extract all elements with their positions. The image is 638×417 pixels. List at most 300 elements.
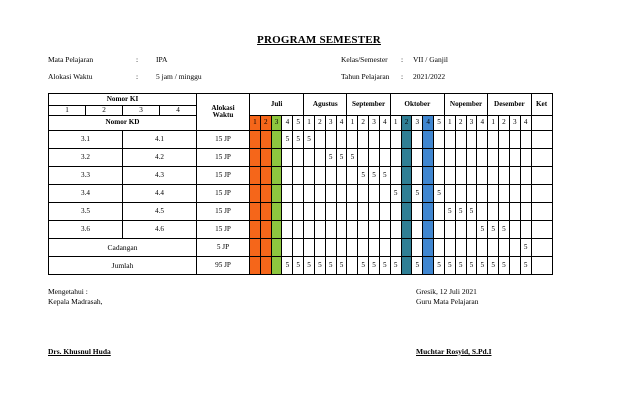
week-cell (336, 131, 347, 149)
week-cell (509, 203, 520, 221)
table-row (49, 239, 553, 257)
week-cell (347, 239, 358, 257)
week-cell: 5 (499, 257, 510, 275)
week-cell (509, 239, 520, 257)
kd-cell: 4.5 (123, 203, 197, 221)
week-number: 2 (260, 116, 271, 131)
jp-cell: 15 JP (197, 203, 250, 221)
week-number: 3 (509, 116, 520, 131)
week-cell (477, 131, 488, 149)
ki-cell: 3.5 (49, 203, 123, 221)
week-cell (250, 257, 261, 275)
table-row (49, 131, 553, 149)
ket-cell (531, 203, 552, 221)
week-cell (293, 203, 304, 221)
week-cell (250, 131, 261, 149)
week-cell (401, 257, 412, 275)
week-cell: 5 (336, 149, 347, 167)
week-cell: 5 (412, 257, 423, 275)
week-cell (466, 167, 477, 185)
week-cell (358, 185, 369, 203)
kelas-label: Kelas/Semester (341, 55, 388, 64)
week-number: 4 (336, 116, 347, 131)
week-cell: 5 (390, 257, 401, 275)
week-cell (379, 149, 390, 167)
ki-cell: 3.4 (49, 185, 123, 203)
kd-cell: 4.1 (123, 131, 197, 149)
week-cell (401, 185, 412, 203)
week-cell (488, 185, 499, 203)
week-cell (520, 203, 531, 221)
week-cell (347, 203, 358, 221)
week-cell (260, 167, 271, 185)
week-cell (444, 167, 455, 185)
week-cell: 5 (477, 221, 488, 239)
week-cell (509, 131, 520, 149)
week-cell (520, 221, 531, 239)
ket-cell (531, 239, 552, 257)
week-cell (488, 239, 499, 257)
week-cell: 5 (347, 149, 358, 167)
week-cell (358, 239, 369, 257)
week-cell (358, 221, 369, 239)
week-cell (412, 131, 423, 149)
week-cell (293, 239, 304, 257)
week-cell (379, 185, 390, 203)
week-number: 3 (325, 116, 336, 131)
week-cell (423, 167, 434, 185)
week-cell (520, 149, 531, 167)
week-number: 1 (347, 116, 358, 131)
week-cell (282, 203, 293, 221)
week-cell: 5 (477, 257, 488, 275)
week-cell: 5 (304, 131, 315, 149)
month-header: Nopember (444, 94, 487, 116)
week-cell (444, 221, 455, 239)
week-cell (423, 149, 434, 167)
week-number: 2 (358, 116, 369, 131)
colon: : (401, 55, 404, 64)
week-cell (314, 185, 325, 203)
week-number: 1 (304, 116, 315, 131)
week-cell (304, 149, 315, 167)
week-cell (423, 131, 434, 149)
week-cell: 5 (293, 131, 304, 149)
week-cell (271, 239, 282, 257)
week-cell: 5 (499, 221, 510, 239)
week-cell (499, 185, 510, 203)
week-cell (423, 203, 434, 221)
week-cell (282, 239, 293, 257)
tahun-label: Tahun Pelajaran (341, 72, 390, 81)
week-cell (271, 149, 282, 167)
week-cell: 5 (466, 257, 477, 275)
guru-label: Guru Mata Pelajaran (416, 297, 479, 306)
week-cell (379, 203, 390, 221)
week-cell (412, 167, 423, 185)
week-cell (499, 167, 510, 185)
month-header: September (347, 94, 390, 116)
week-cell (347, 167, 358, 185)
kd-cell: 4.4 (123, 185, 197, 203)
week-cell (271, 257, 282, 275)
week-cell (358, 131, 369, 149)
jp-cell: 5 JP (197, 239, 250, 257)
ket-cell (531, 221, 552, 239)
week-cell (488, 131, 499, 149)
week-cell (401, 203, 412, 221)
week-cell: 5 (358, 257, 369, 275)
week-number: 1 (488, 116, 499, 131)
ket-cell (531, 116, 552, 131)
week-cell (260, 131, 271, 149)
ki-cell: 3.1 (49, 131, 123, 149)
week-cell (250, 203, 261, 221)
week-cell: 5 (520, 257, 531, 275)
ki-number: 4 (160, 106, 197, 116)
week-number: 1 (444, 116, 455, 131)
page-title: PROGRAM SEMESTER (257, 34, 381, 46)
week-cell: 5 (304, 257, 315, 275)
week-number: 2 (455, 116, 466, 131)
week-cell: 5 (314, 257, 325, 275)
week-number: 5 (434, 116, 445, 131)
week-cell (336, 167, 347, 185)
week-cell (282, 185, 293, 203)
week-cell (466, 149, 477, 167)
week-cell (488, 167, 499, 185)
week-cell (477, 203, 488, 221)
nomor-ki-header: Nomor KI (49, 94, 197, 106)
nomor-kd-header: Nomor KD (49, 116, 197, 131)
week-cell: 5 (282, 257, 293, 275)
week-cell (520, 185, 531, 203)
week-cell (293, 185, 304, 203)
week-cell (304, 239, 315, 257)
ket-cell (531, 149, 552, 167)
week-cell (260, 149, 271, 167)
row-label: Jumlah (49, 257, 197, 275)
week-number: 4 (282, 116, 293, 131)
week-cell (304, 221, 315, 239)
week-cell (412, 239, 423, 257)
week-cell (260, 185, 271, 203)
week-cell: 5 (412, 185, 423, 203)
month-header: Desember (488, 94, 531, 116)
week-cell: 5 (369, 167, 380, 185)
colon: : (401, 72, 404, 81)
week-cell: 5 (488, 221, 499, 239)
table-row (49, 185, 553, 203)
week-cell (509, 167, 520, 185)
week-cell (434, 239, 445, 257)
program-semester-table (48, 93, 553, 275)
week-number: 1 (390, 116, 401, 131)
jp-cell: 15 JP (197, 167, 250, 185)
week-cell: 5 (455, 203, 466, 221)
week-cell (455, 239, 466, 257)
week-cell: 5 (293, 257, 304, 275)
week-cell (423, 257, 434, 275)
week-cell (455, 221, 466, 239)
place-date: Gresik, 12 Juli 2021 (416, 287, 477, 296)
week-cell (509, 221, 520, 239)
week-number: 4 (379, 116, 390, 131)
alokasi-value: 5 jam / minggu (156, 72, 202, 81)
ket-header: Ket (531, 94, 552, 116)
week-cell (271, 167, 282, 185)
week-number: 3 (271, 116, 282, 131)
week-cell (325, 239, 336, 257)
week-cell (325, 167, 336, 185)
week-cell (401, 239, 412, 257)
week-number: 3 (369, 116, 380, 131)
week-cell (314, 221, 325, 239)
week-cell (325, 221, 336, 239)
ki-number: 1 (49, 106, 86, 116)
week-number: 1 (250, 116, 261, 131)
kd-cell: 4.6 (123, 221, 197, 239)
week-cell (250, 185, 261, 203)
week-cell (412, 203, 423, 221)
week-cell (434, 203, 445, 221)
week-cell (466, 131, 477, 149)
week-cell (325, 185, 336, 203)
jp-cell: 95 JP (197, 257, 250, 275)
colon: : (136, 55, 139, 64)
week-cell: 5 (444, 203, 455, 221)
week-cell (444, 149, 455, 167)
week-cell (271, 185, 282, 203)
week-cell (509, 257, 520, 275)
week-cell (293, 221, 304, 239)
week-number: 2 (499, 116, 510, 131)
week-cell (293, 149, 304, 167)
week-cell: 5 (325, 257, 336, 275)
week-cell (282, 167, 293, 185)
week-cell: 5 (282, 131, 293, 149)
week-cell (347, 221, 358, 239)
week-cell (390, 221, 401, 239)
week-cell (488, 203, 499, 221)
jp-cell: 15 JP (197, 149, 250, 167)
week-cell (347, 131, 358, 149)
jp-cell: 15 JP (197, 221, 250, 239)
week-cell: 5 (379, 257, 390, 275)
week-cell (423, 185, 434, 203)
ket-cell (531, 185, 552, 203)
week-cell: 5 (520, 239, 531, 257)
week-cell: 5 (466, 203, 477, 221)
mapel-label: Mata Pelajaran (48, 55, 94, 64)
table-row (49, 203, 553, 221)
week-cell (325, 131, 336, 149)
week-cell: 5 (336, 257, 347, 275)
week-cell: 5 (434, 185, 445, 203)
jp-cell: 15 JP (197, 131, 250, 149)
week-cell (358, 203, 369, 221)
week-cell (509, 149, 520, 167)
week-cell (477, 185, 488, 203)
ket-cell (531, 167, 552, 185)
week-cell (520, 167, 531, 185)
kd-cell: 4.2 (123, 149, 197, 167)
week-cell (314, 239, 325, 257)
week-cell (412, 149, 423, 167)
week-cell (455, 149, 466, 167)
week-cell (434, 167, 445, 185)
tahun-value: 2021/2022 (413, 72, 446, 81)
week-cell: 5 (434, 257, 445, 275)
week-number: 4 (520, 116, 531, 131)
week-number: 3 (466, 116, 477, 131)
week-cell (271, 203, 282, 221)
week-cell (336, 185, 347, 203)
week-cell (336, 239, 347, 257)
week-cell (466, 221, 477, 239)
week-cell (390, 149, 401, 167)
mengetahui-label: Mengetahui : (48, 287, 88, 296)
table-row (49, 221, 553, 239)
month-header: Juli (250, 94, 304, 116)
week-cell (499, 203, 510, 221)
week-cell (390, 167, 401, 185)
week-cell (314, 203, 325, 221)
week-cell (260, 203, 271, 221)
week-cell (509, 185, 520, 203)
kelas-value: VII / Ganjil (413, 55, 448, 64)
week-cell: 5 (455, 257, 466, 275)
week-number: 2 (314, 116, 325, 131)
jp-cell: 15 JP (197, 185, 250, 203)
week-cell (423, 239, 434, 257)
week-cell: 5 (444, 257, 455, 275)
week-cell (369, 221, 380, 239)
week-cell (520, 131, 531, 149)
week-cell (325, 203, 336, 221)
ki-cell: 3.2 (49, 149, 123, 167)
week-cell (477, 167, 488, 185)
week-cell (401, 221, 412, 239)
ki-number: 3 (123, 106, 160, 116)
week-cell (347, 257, 358, 275)
week-cell (250, 239, 261, 257)
week-cell (304, 185, 315, 203)
week-cell (499, 149, 510, 167)
week-cell (250, 167, 261, 185)
week-cell (434, 221, 445, 239)
ket-cell (531, 257, 552, 275)
week-cell (466, 185, 477, 203)
ket-cell (531, 131, 552, 149)
week-cell (271, 221, 282, 239)
week-cell (369, 149, 380, 167)
week-cell (434, 149, 445, 167)
week-cell (314, 167, 325, 185)
week-cell (250, 149, 261, 167)
week-cell (390, 131, 401, 149)
week-cell (293, 167, 304, 185)
week-cell: 5 (379, 167, 390, 185)
week-cell (314, 149, 325, 167)
month-header: Agustus (304, 94, 347, 116)
week-cell (369, 131, 380, 149)
month-header: Oktober (390, 94, 444, 116)
week-number: 2 (401, 116, 412, 131)
week-cell (444, 239, 455, 257)
week-cell (336, 221, 347, 239)
week-cell (369, 239, 380, 257)
week-cell (455, 131, 466, 149)
week-cell (444, 185, 455, 203)
week-cell (369, 185, 380, 203)
row-label: Cadangan (49, 239, 197, 257)
ki-number: 2 (86, 106, 123, 116)
kepala-name: Drs. Khusnul Huda (48, 347, 111, 356)
week-cell (379, 239, 390, 257)
week-cell (379, 221, 390, 239)
alokasi-waktu-header: Alokasi Waktu (197, 94, 250, 131)
week-cell: 5 (325, 149, 336, 167)
week-cell (358, 149, 369, 167)
guru-name: Muchtar Rosyid, S.Pd.I (416, 347, 492, 356)
alokasi-label: Alokasi Waktu (48, 72, 93, 81)
week-cell (304, 167, 315, 185)
week-cell (488, 149, 499, 167)
table-row (49, 149, 553, 167)
week-cell (260, 239, 271, 257)
ki-cell: 3.6 (49, 221, 123, 239)
week-number: 4 (477, 116, 488, 131)
week-cell (336, 203, 347, 221)
week-cell (250, 221, 261, 239)
week-cell (499, 131, 510, 149)
week-number: 4 (423, 116, 434, 131)
week-cell (401, 131, 412, 149)
week-number: 3 (412, 116, 423, 131)
week-cell: 5 (358, 167, 369, 185)
week-cell (260, 257, 271, 275)
week-cell (282, 149, 293, 167)
week-cell (271, 131, 282, 149)
week-cell (477, 149, 488, 167)
week-cell (347, 185, 358, 203)
week-cell: 5 (390, 185, 401, 203)
ki-cell: 3.3 (49, 167, 123, 185)
week-cell (390, 239, 401, 257)
week-cell (466, 239, 477, 257)
colon: : (136, 72, 139, 81)
week-cell (423, 221, 434, 239)
table-row (49, 257, 553, 275)
mapel-value: IPA (156, 55, 168, 64)
week-cell (379, 131, 390, 149)
week-cell (282, 221, 293, 239)
week-cell: 5 (369, 257, 380, 275)
kd-cell: 4.3 (123, 167, 197, 185)
week-cell (401, 149, 412, 167)
week-cell (260, 221, 271, 239)
week-cell (455, 185, 466, 203)
table-row (49, 167, 553, 185)
week-cell (369, 203, 380, 221)
week-cell: 5 (488, 257, 499, 275)
week-cell (455, 167, 466, 185)
week-cell (390, 203, 401, 221)
kepala-label: Kepala Madrasah, (48, 297, 103, 306)
week-cell (412, 221, 423, 239)
week-cell (444, 131, 455, 149)
